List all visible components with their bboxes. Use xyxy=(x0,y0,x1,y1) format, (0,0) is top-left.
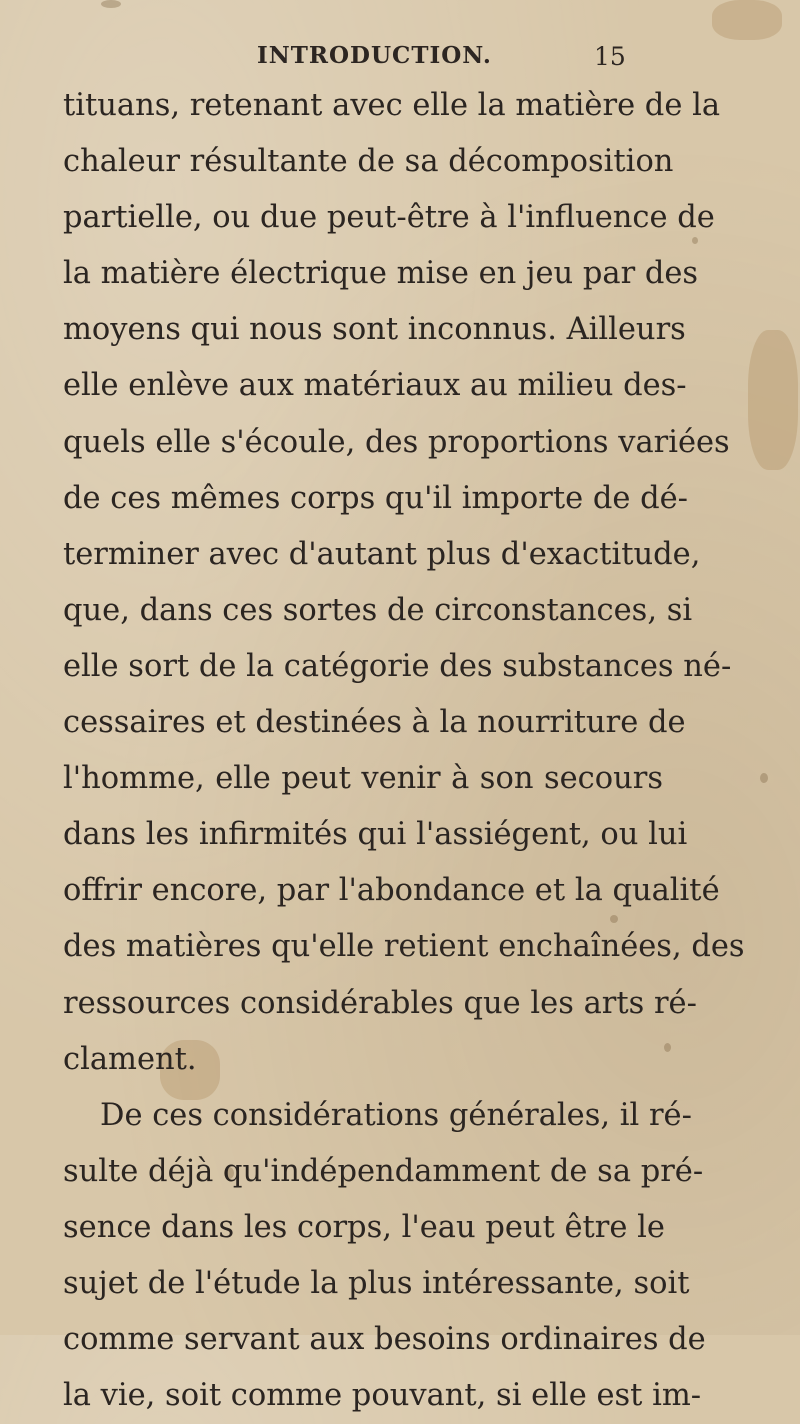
text-line: sence dans les corps, l'eau peut être le xyxy=(63,1209,665,1245)
running-header xyxy=(0,42,800,82)
paper-speck xyxy=(760,773,768,783)
text-line: de ces mêmes corps qu'il importe de dé- xyxy=(63,480,688,516)
text-line: cessaires et destinées à la nourriture de xyxy=(63,705,686,741)
paper-stain xyxy=(748,330,798,470)
text-line: ressources considérables que les arts ré- xyxy=(63,985,697,1021)
text-line: tituans, retenant avec elle la matière de la xyxy=(63,88,721,123)
text-line: la vie, soit comme pouvant, si elle est im- xyxy=(63,1378,702,1414)
text-line: que, dans ces sortes de circonstances, si xyxy=(63,592,693,628)
paper-speck xyxy=(692,237,698,244)
text-line: moyens qui nous sont inconnus. Ailleurs xyxy=(63,312,686,348)
text-line: offrir encore, par l'abondance et la qualité xyxy=(63,873,720,909)
text-line: chaleur résultante de sa décomposition xyxy=(63,144,674,180)
text-line: sulte déjà qu'indépendamment de sa pré- xyxy=(63,1153,704,1189)
text-line: partielle, ou due peut-être à l'influence de xyxy=(63,200,715,236)
paragraph-end-line: clament. xyxy=(63,1041,197,1077)
paper-speck xyxy=(101,0,121,8)
text-line: quels elle s'écoule, des proportions variées xyxy=(63,424,730,460)
text-line: des matières qu'elle retient enchaînées, des xyxy=(63,929,745,965)
text-line: la matière électrique mise en jeu par des xyxy=(63,256,699,292)
text-line: sujet de l'étude la plus intéressante, soit xyxy=(63,1265,690,1301)
paper-stain xyxy=(712,0,782,40)
text-line: elle enlève aux matériaux au milieu des- xyxy=(63,368,687,404)
text-line: comme servant aux besoins ordinaires de xyxy=(63,1322,706,1358)
running-title: INTRODUCTION. xyxy=(257,42,492,69)
text-line: dans les infirmités qui l'assiégent, ou lui xyxy=(63,817,688,853)
paper-speck xyxy=(664,1043,671,1052)
body-text xyxy=(63,78,745,1424)
paragraph-start-line: De ces considérations générales, il ré- xyxy=(100,1097,692,1133)
text-line: elle sort de la catégorie des substances né- xyxy=(63,648,732,684)
text-line: terminer avec d'autant plus d'exactitude, xyxy=(63,536,701,572)
page-number: 15 xyxy=(594,42,626,71)
text-line: l'homme, elle peut venir à son secours xyxy=(63,761,663,797)
